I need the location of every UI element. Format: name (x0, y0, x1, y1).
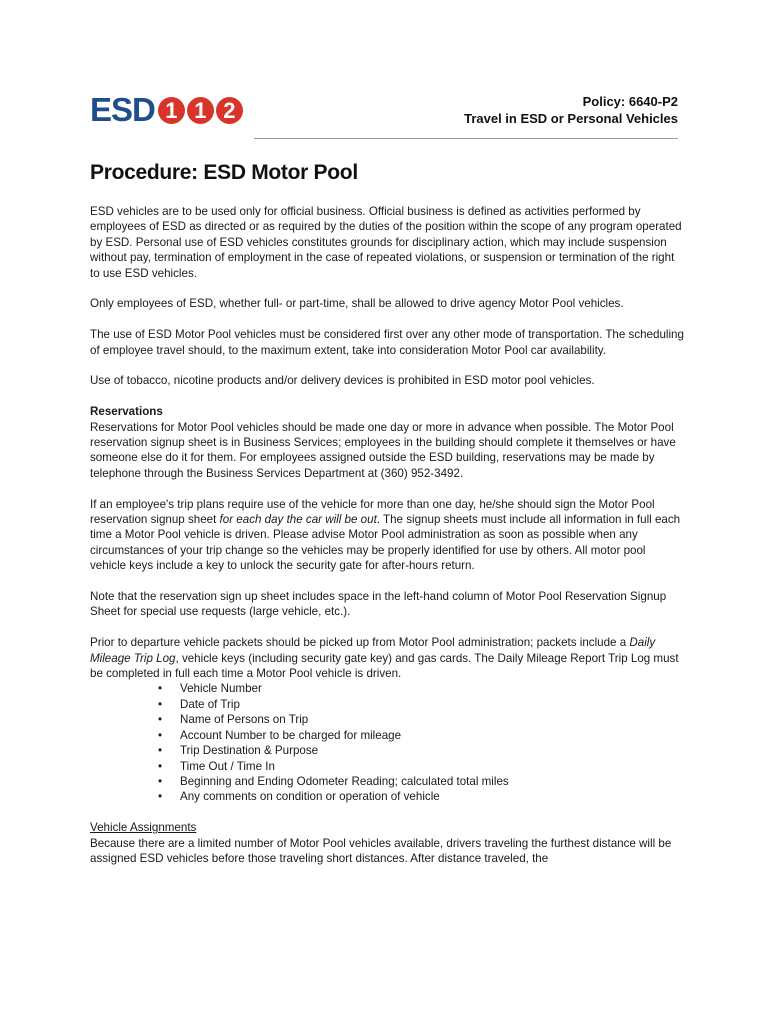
policy-number: Policy: 6640-P2 (582, 94, 678, 109)
text-run: If an employee's trip plans require use of the vehicle for more than one day, he/she should sign the Motor Pool reservation signup sheet (90, 497, 655, 527)
list-item: • Beginning and Ending Odometer Reading; calculated total miles (180, 774, 684, 789)
logo-digit: 2 (216, 97, 243, 124)
logo-digit: 1 (187, 97, 214, 124)
paragraph: ESD vehicles are to be used only for official business. Official business is defined as activities performed by employees of ESD as directed or as required by the duties of the position within the scope of any program operated by ESD. Personal use of ESD vehicles constitutes grounds for disciplinary action, which may include suspension without pay, termination of employment in the case of repeated violations, or suspension or termination of the right to use ESD vehicles. (90, 205, 682, 280)
list-item: • Vehicle Number (180, 681, 684, 696)
text-run: . The signup sheets must include all information in full each time a Motor Pool vehicle is driven. Please advise Motor Pool administration as soon as possible when any circumstances of your trip change so the vehicles may be properly identified for use by others. All motor pool vehicle keys include a key to unlock the security gate for after-hours return. (90, 513, 681, 573)
list-item: • Trip Destination & Purpose (180, 743, 684, 758)
emphasis-text: Daily Mileage Trip Log (90, 636, 656, 665)
document-body (90, 204, 684, 866)
esd-112-logo (90, 92, 243, 128)
logo-digit: 1 (158, 97, 185, 124)
emphasis-text: for each day the car will be out (219, 513, 377, 527)
paragraph (90, 635, 684, 681)
policy-header (464, 93, 678, 127)
paragraph: Only employees of ESD, whether full- or part-time, shall be allowed to drive agency Motor Pool vehicles. (90, 297, 624, 311)
reservations-heading: Reservations (90, 405, 163, 419)
text-run: , vehicle keys (including security gate key) and gas cards. The Daily Mileage Report Trip Log must be completed in full each time a Motor Pool vehicle is driven. (90, 651, 679, 681)
paragraph: Because there are a limited number of Motor Pool vehicles available, drivers traveling the furthest distance will be assigned ESD vehicles before those traveling short distances. After distance traveled, the (90, 836, 672, 865)
list-item: • Name of Persons on Trip (180, 712, 684, 727)
header-divider (254, 138, 678, 139)
trip-log-list (90, 681, 684, 804)
text-run: Prior to departure vehicle packets should be picked up from Motor Pool administration; packets include a (90, 636, 630, 650)
list-item: • Any comments on condition or operation of vehicle (180, 789, 684, 804)
paragraph (90, 497, 684, 574)
logo-text: ESD (90, 91, 155, 128)
paragraph: The use of ESD Motor Pool vehicles must be considered first over any other mode of transportation. The scheduling of employee travel should, to the maximum extent, take into consideration Motor Pool car availability. (90, 328, 684, 357)
logo-digits (156, 97, 243, 124)
policy-title: Travel in ESD or Personal Vehicles (464, 111, 678, 126)
list-item: • Date of Trip (180, 697, 684, 712)
page-title: Procedure: ESD Motor Pool (90, 161, 358, 184)
paragraph: Reservations for Motor Pool vehicles should be made one day or more in advance when possible. The Motor Pool reservation signup sheet is in Business Services; employees in the building should complete it themselves or have someone else do it for them. For employees assigned outside the ESD building, reservations may be made by telephone through the Business Services Department at (360) 952-3492. (90, 420, 676, 480)
paragraph: Note that the reservation sign up sheet includes space in the left-hand column of Motor Pool Reservation Signup Sheet for special use requests (large vehicle, etc.). (90, 590, 667, 619)
list-item: • Time Out / Time In (180, 759, 684, 774)
vehicle-assignments-heading: Vehicle Assignments (90, 821, 197, 835)
list-item: • Account Number to be charged for mileage (180, 728, 684, 743)
paragraph: Use of tobacco, nicotine products and/or delivery devices is prohibited in ESD motor pool vehicles. (90, 374, 595, 388)
